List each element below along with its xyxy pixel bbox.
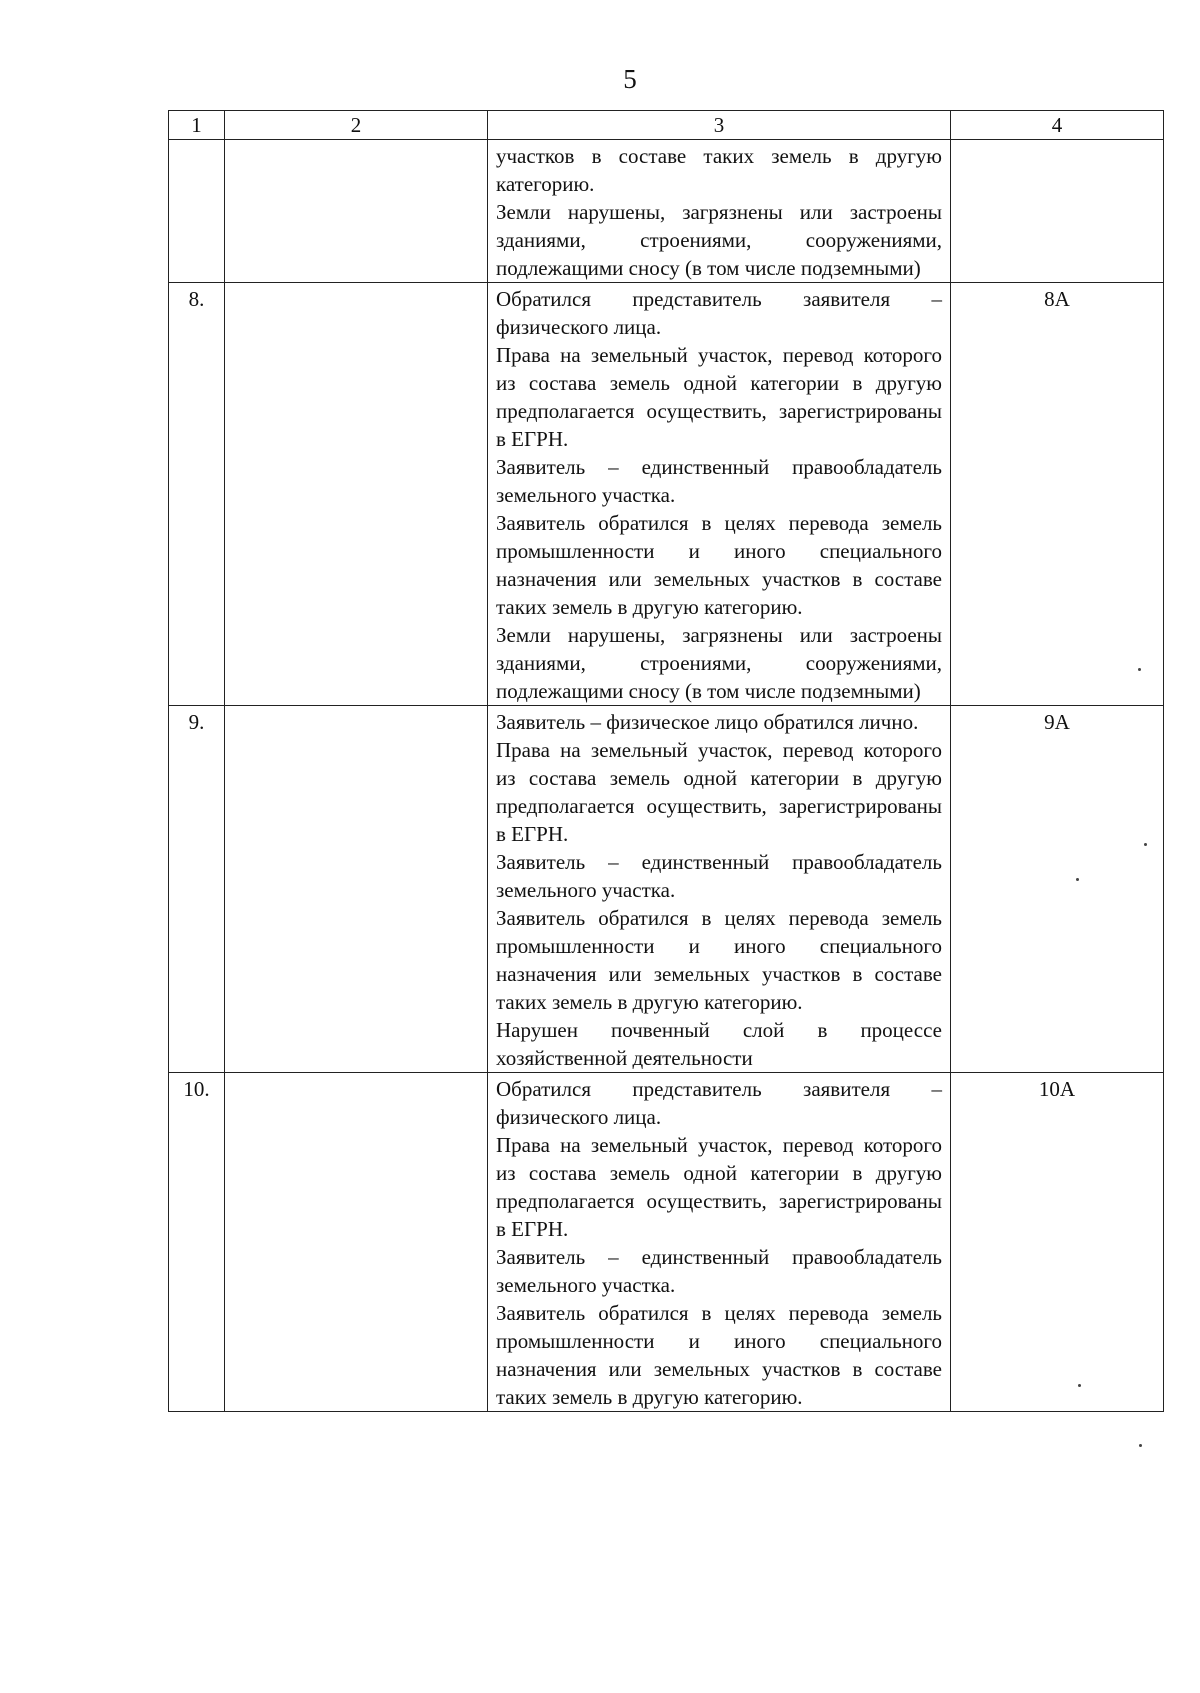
column-2-cell	[225, 706, 488, 1073]
scan-speck	[1139, 1444, 1142, 1447]
variant-code-cell: 10А	[951, 1073, 1164, 1412]
row-number-cell: 9.	[169, 706, 225, 1073]
condition-text-cell	[488, 283, 951, 706]
condition-paragraph: Заявитель обратился в целях перевода земель промышленности и иного специального назначения или земельных участков в составе таких земель в другую категорию.	[496, 1301, 942, 1409]
condition-paragraph: Права на земельный участок, перевод которого из состава земель одной категории в другую предполагается осуществить, зарегистрированы в ЕГРН.	[496, 738, 942, 846]
scan-speck	[1076, 878, 1079, 881]
variant-code-cell: 9А	[951, 706, 1164, 1073]
condition-text-cell	[488, 1073, 951, 1412]
scan-speck	[1144, 843, 1147, 846]
column-2-cell	[225, 283, 488, 706]
header-cell-1: 1	[169, 111, 225, 140]
condition-text-cell	[488, 706, 951, 1073]
variant-code-cell: 8А	[951, 283, 1164, 706]
scan-speck	[1078, 1384, 1081, 1387]
condition-paragraph: Заявитель – единственный правообладатель земельного участка.	[496, 850, 942, 902]
column-2-cell	[225, 1073, 488, 1412]
row-number-cell: 8.	[169, 283, 225, 706]
condition-paragraph: Права на земельный участок, перевод которого из состава земель одной категории в другую предполагается осуществить, зарегистрированы в ЕГРН.	[496, 1133, 942, 1241]
condition-paragraph: Обратился представитель заявителя – физического лица.	[496, 1077, 942, 1129]
header-cell-4: 4	[951, 111, 1164, 140]
condition-paragraph: Земли нарушены, загрязнены или застроены зданиями, строениями, сооружениями, подлежащими сносу (в том числе подземными)	[496, 200, 942, 280]
table-body	[169, 140, 1164, 1412]
document-table	[168, 110, 1164, 1412]
condition-paragraph: Заявитель – физическое лицо обратился лично.	[496, 710, 919, 734]
condition-paragraph: Нарушен почвенный слой в процессе хозяйственной деятельности	[496, 1018, 942, 1070]
table-row	[169, 283, 1164, 706]
header-cell-3: 3	[488, 111, 951, 140]
page-number: 5	[623, 64, 637, 94]
header-cell-2: 2	[225, 111, 488, 140]
condition-paragraph: Права на земельный участок, перевод которого из состава земель одной категории в другую предполагается осуществить, зарегистрированы в ЕГРН.	[496, 343, 942, 451]
header-row	[169, 111, 1164, 140]
condition-paragraph: Заявитель – единственный правообладатель земельного участка.	[496, 455, 942, 507]
table-row	[169, 140, 1164, 283]
condition-paragraph: Обратился представитель заявителя – физического лица.	[496, 287, 942, 339]
condition-paragraph: Земли нарушены, загрязнены или застроены зданиями, строениями, сооружениями, подлежащими сносу (в том числе подземными)	[496, 623, 942, 703]
table-row	[169, 1073, 1164, 1412]
condition-paragraph: участков в составе таких земель в другую категорию.	[496, 144, 942, 196]
condition-paragraph: Заявитель обратился в целях перевода земель промышленности и иного специального назначения или земельных участков в составе таких земель в другую категорию.	[496, 906, 942, 1014]
condition-paragraph: Заявитель – единственный правообладатель земельного участка.	[496, 1245, 942, 1297]
condition-paragraph: Заявитель обратился в целях перевода земель промышленности и иного специального назначения или земельных участков в составе таких земель в другую категорию.	[496, 511, 942, 619]
scan-speck	[1138, 668, 1141, 671]
table-row	[169, 706, 1164, 1073]
row-number-cell	[169, 140, 225, 283]
column-2-cell	[225, 140, 488, 283]
condition-text-cell	[488, 140, 951, 283]
row-number-cell: 10.	[169, 1073, 225, 1412]
variant-code-cell	[951, 140, 1164, 283]
